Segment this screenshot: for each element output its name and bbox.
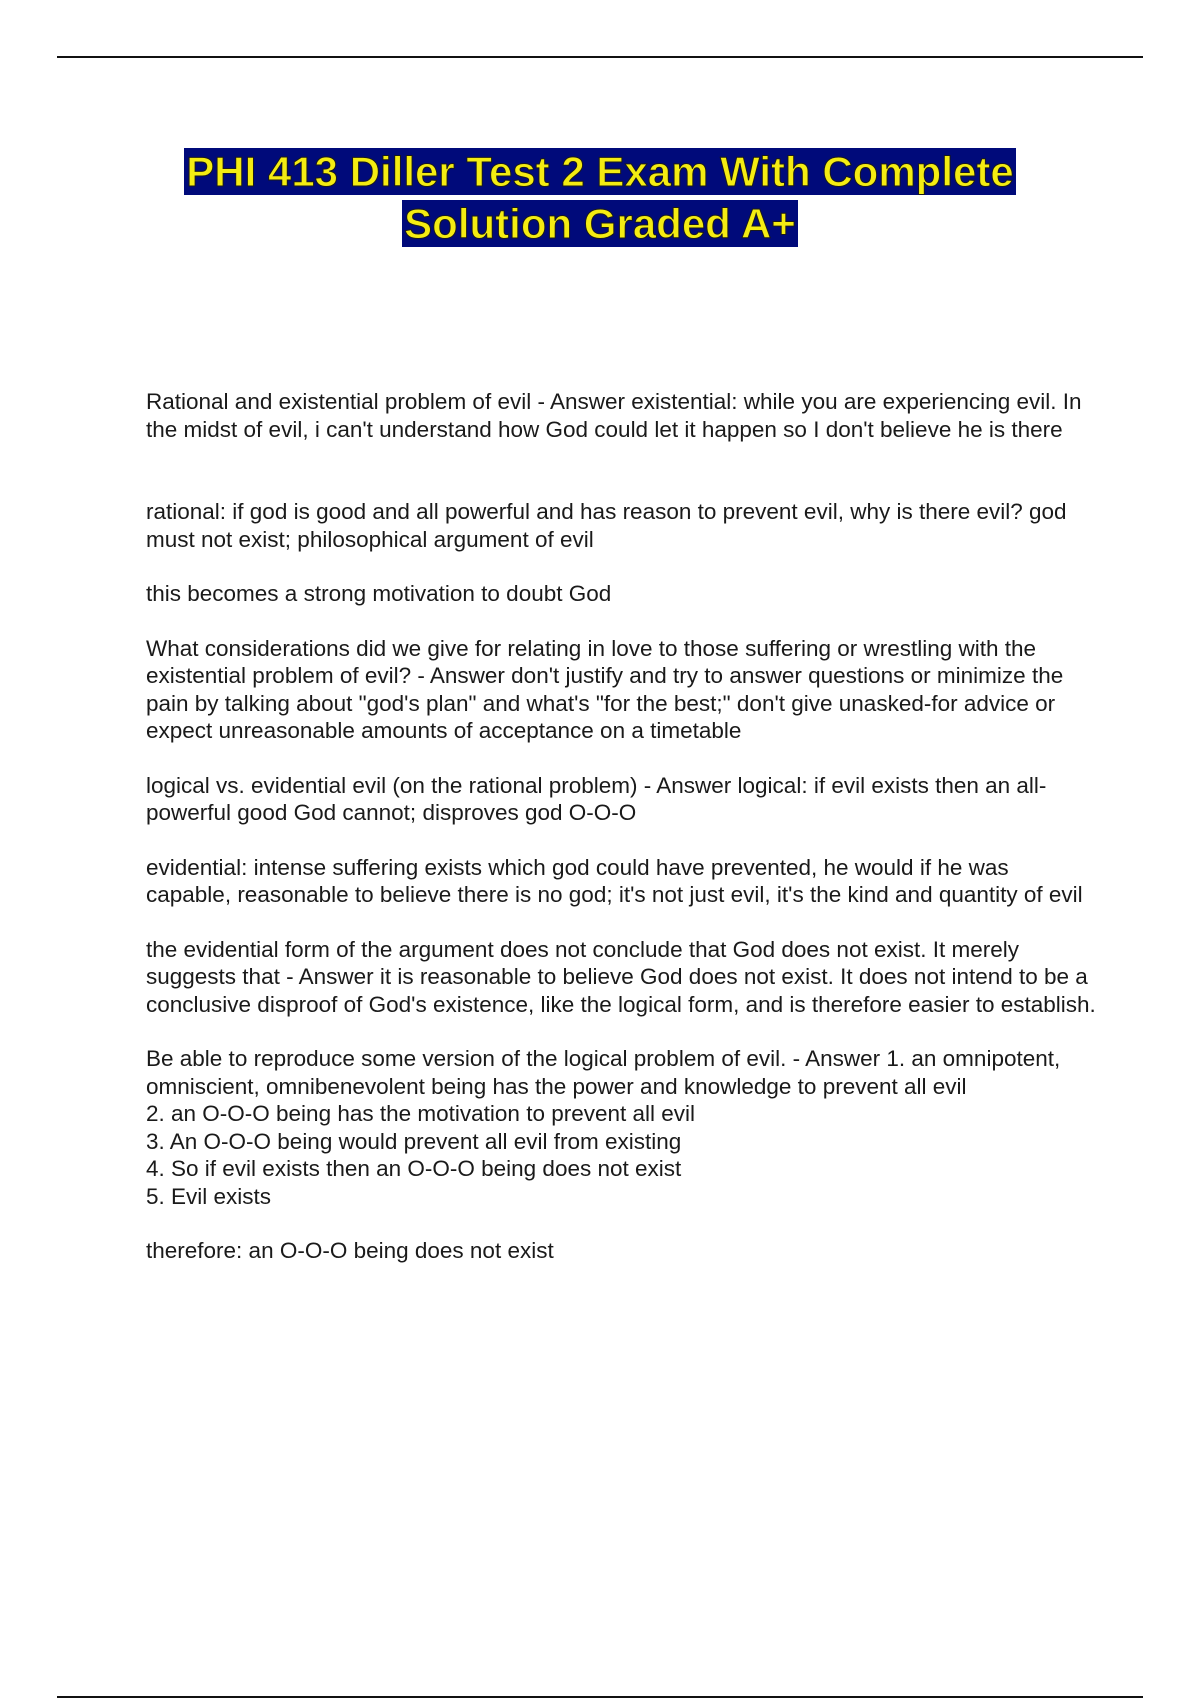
paragraph-considerations: What considerations did we give for relating in love to those suffering or wrestling with the existential problem of evil? - Answer don't justify and try to answer questions or minimize the pain by talking about "god's plan" and what's "for the best;" don't give unasked-for advice or expect unreasonable amounts of acceptance on a timetable (146, 635, 1064, 743)
paragraph-evidential: evidential: intense suffering exists which god could have prevented, he would if he was capable, reasonable to believe there is no god; it's not just evil, it's the kind and quantity of evil (146, 854, 1083, 907)
title-line-1: PHI 413 Diller Test 2 Exam With Complete (186, 148, 1014, 195)
bottom-divider (57, 1696, 1143, 1698)
paragraph-motivation: this becomes a strong motivation to doubt God (146, 581, 612, 606)
paragraph-rational-existential: Rational and existential problem of evil - Answer existential: while you are experiencing evil. In the midst of evil, i can't understand how God could let it happen so I don't believe he is there (146, 389, 1082, 442)
list-item: 5. Evil exists (146, 1183, 272, 1209)
top-divider (57, 56, 1143, 58)
document-body (146, 388, 1096, 1265)
paragraph-evidential-form: the evidential form of the argument does not conclude that God does not exist. It merely suggests that - Answer it is reasonable to believe God does not exist. It does not intend to be a conclusive disproof of God's existence, like the logical form, and is therefore easier to establish. (146, 936, 1096, 1017)
list-item: 2. an O-O-O being has the motivation to prevent all evil (146, 1101, 696, 1126)
document-title (0, 146, 1200, 250)
paragraph-logical-vs-evidential: logical vs. evidential evil (on the rational problem) - Answer logical: if evil exists then an all-powerful good God cannot; disproves god O-O-O (146, 772, 1047, 825)
list-item: 3. An O-O-O being would prevent all evil from existing (146, 1128, 682, 1154)
paragraph-rational: rational: if god is good and all powerful and has reason to prevent evil, why is there evil? god must not exist; philosophical argument of evil (146, 499, 1067, 552)
list-item: 4. So if evil exists then an O-O-O being does not exist (146, 1156, 682, 1181)
title-line-2: Solution Graded A+ (404, 200, 796, 247)
paragraph-conclusion: therefore: an O-O-O being does not exist (146, 1238, 554, 1263)
paragraph-logical-problem: Be able to reproduce some version of the logical problem of evil. - Answer 1. an omnipotent, omniscient, omnibenevolent being has the power and knowledge to prevent all evil (146, 1046, 1061, 1099)
